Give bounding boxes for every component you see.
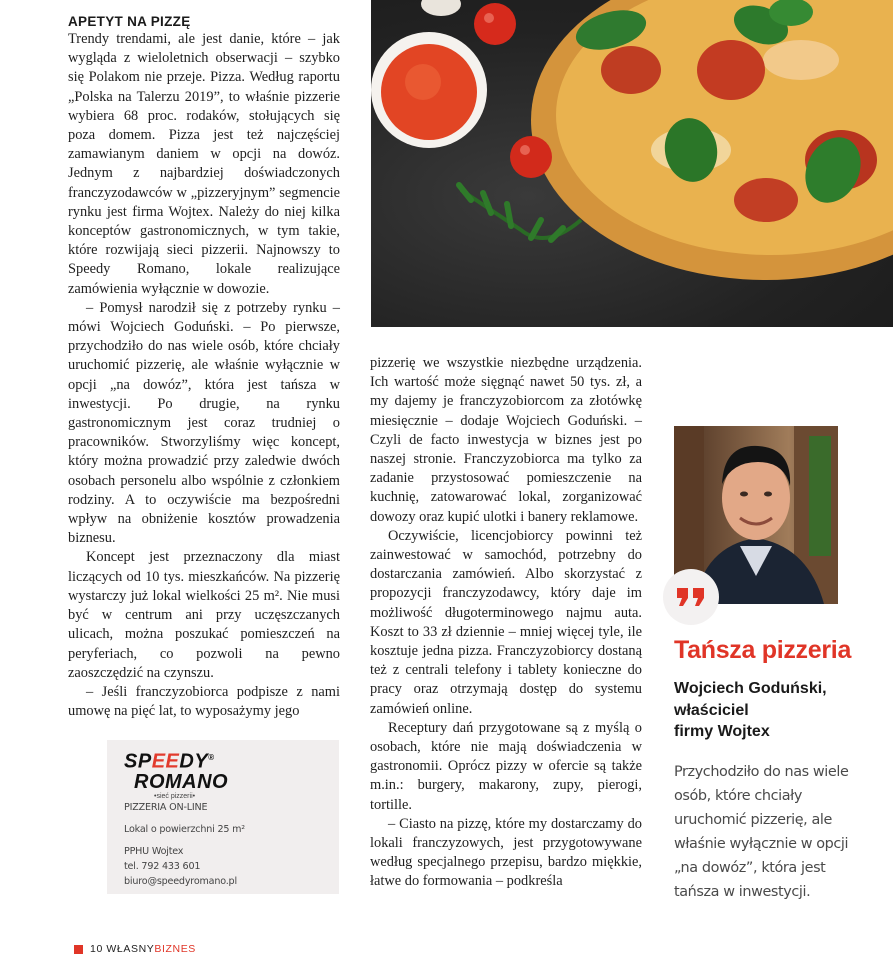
logo-line-2: ROMANO xyxy=(134,770,229,793)
magazine-name-prefix: WŁASNY xyxy=(106,943,155,955)
pizza-photo xyxy=(371,0,893,327)
pizza-illustration xyxy=(371,0,893,327)
logo-text: DY xyxy=(179,750,209,773)
article-column-1 xyxy=(68,14,340,721)
logo-text: SP xyxy=(124,750,152,773)
quote-glyph xyxy=(675,586,707,608)
article-paragraph: – Jeśli franczyzobiorca podpisze z nami umowę na pięć lat, to wyposażymy jego xyxy=(68,683,340,720)
speedy-romano-logo xyxy=(124,748,228,801)
logo-tagline: •sieć pizzerii• xyxy=(154,792,196,800)
infobox-email: biuro@speedyromano.pl xyxy=(124,876,237,887)
page-number: 10 xyxy=(90,943,103,955)
infobox-details xyxy=(124,800,245,889)
infobox-phone: tel. 792 433 601 xyxy=(124,861,201,872)
article-column-2 xyxy=(370,354,642,892)
cherry-tomato xyxy=(474,3,516,45)
logo-line-1 xyxy=(124,748,228,772)
infobox-type: PIZZERIA ON-LINE xyxy=(124,802,208,813)
sidebar-person-name: Wojciech Goduński, xyxy=(674,680,827,697)
cherry-tomato xyxy=(510,136,552,178)
article-paragraph: Koncept jest przeznaczony dla miast liczących od 10 tys. mieszkańców. Na pizzerię wystarczy już lokal wielkości 25 m². Nie musi być w centrum ani przy uczęszczanych ulicach, można poszukać pomieszczeń na peryferiach, co pozwoli na pewno zaoszczędzić na czynszu. xyxy=(68,549,340,681)
sidebar-quote: Przychodziło do nas wiele osób, które chciały uruchomić pizzerię, ale właśnie wyłącznie w opcji „na dowóz”, która jest tańsza w inwestycji. xyxy=(674,764,849,900)
sidebar-title: Tańsza pizzeria xyxy=(674,636,852,664)
sidebar-person xyxy=(674,678,827,743)
article-heading: APETYT NA PIZZĘ xyxy=(68,14,191,29)
article-paragraph: Trendy trendami, ale jest danie, które – jak wygląda z wieloletnich obserwacji – szybko się Polakom nie przeje. Pizza. Według raportu „Polska na Talerzu 2019”, to właśnie pizzerie wybiera 68 proc. rodaków, stołujących się poza domem. Pizza jest też najczęściej zamawianym daniem w opcji na dowóz. Jednym z najbardziej doświadczonych franczyzodawców w „pizzeryjnym” segmencie rynku jest firma Wojtex. Należy do niej kilka konceptów gastronomicznych, w tym takie, które rozwijają sieci pizzerii. Najnowszy to Speedy Romano, lokale realizujące zamówienia wyłącznie w dowozie. xyxy=(68,31,340,297)
footer-square-icon xyxy=(74,945,83,954)
sidebar-person-role: właściciel xyxy=(674,701,749,719)
article-paragraph: pizzerię we wszystkie niezbędne urządzenia. Ich wartość może sięgnąć nawet 50 tys. zł, a my dajemy je franczyzobiorcom za złotówkę miesięcznie – dodaje Wojciech Goduński. – Czyli de facto inwestycja w biznes jest po naszej stronie. Franczyzobiorca ma tylko za zadanie przystosować pomieszczenie na kuchnię, zatowarować lokal, zorganizować dowozy oraz kupić ulotki i banery reklamowe. xyxy=(370,355,642,525)
article-paragraph: – Pomysł narodził się z potrzeby rynku – mówi Wojciech Goduński. – Po pierwsze, przychodziło do nas wiele osób, które chciały uruchomić pizzerię, ale właśnie wyłącznie w opcji „na dowóz”, która jest tańsza w inwestycji. Po drugie, na rynku gastronomicznym jest coraz trudniej o pracowników. Stworzyliśmy więc koncept, który można prowadzić przy zaledwie dwóch osobach personelu albo wspólnie z członkiem rodziny. A to oczywiście ma bezpośredni wpływ na obniżenie kosztów prowadzenia biznesu. xyxy=(68,299,340,547)
quote-icon xyxy=(663,569,719,625)
registered-mark: ® xyxy=(208,753,215,762)
speedy-romano-infobox xyxy=(107,740,339,894)
article-paragraph: Oczywiście, licencjobiorcy powinni też zainwestować w samochód, potrzebny do dostarczania zamówień. Albo skorzystać z propozycji franczyzodawcy, który daje im możliwość długoterminowego najmu auta. Koszt to 33 zł dziennie – mniej więcej tyle, ile kosztuje jedna pizza. Franczyzobiorcy dostaną też z centrali telefony i tablety konieczne do pracy oraz otrzymają dostęp do systemu zamówień online. xyxy=(370,527,642,717)
logo-accent-text: EE xyxy=(151,750,180,773)
article-paragraph: Receptury dań przygotowane są z myślą o osobach, które nie mają doświadczenia w gastronomii. Oprócz pizzy w ofercie są także m.in.: burgery, makarony, zupy, pierogi, tortille. xyxy=(370,719,642,813)
magazine-name-suffix: BIZNES xyxy=(154,943,196,955)
sidebar-person-company: firmy Wojtex xyxy=(674,723,770,740)
page-footer xyxy=(74,943,196,955)
infobox-company: PPHU Wojtex xyxy=(124,846,184,857)
article-paragraph: – Ciasto na pizzę, które my dostarczamy do lokali franczyzowych, jest przygotowywane według specjalnego przepisu, bardzo miękkie, łatwe do formowania – podkreśla xyxy=(370,815,642,890)
infobox-space: Lokal o powierzchni 25 m² xyxy=(124,824,245,835)
